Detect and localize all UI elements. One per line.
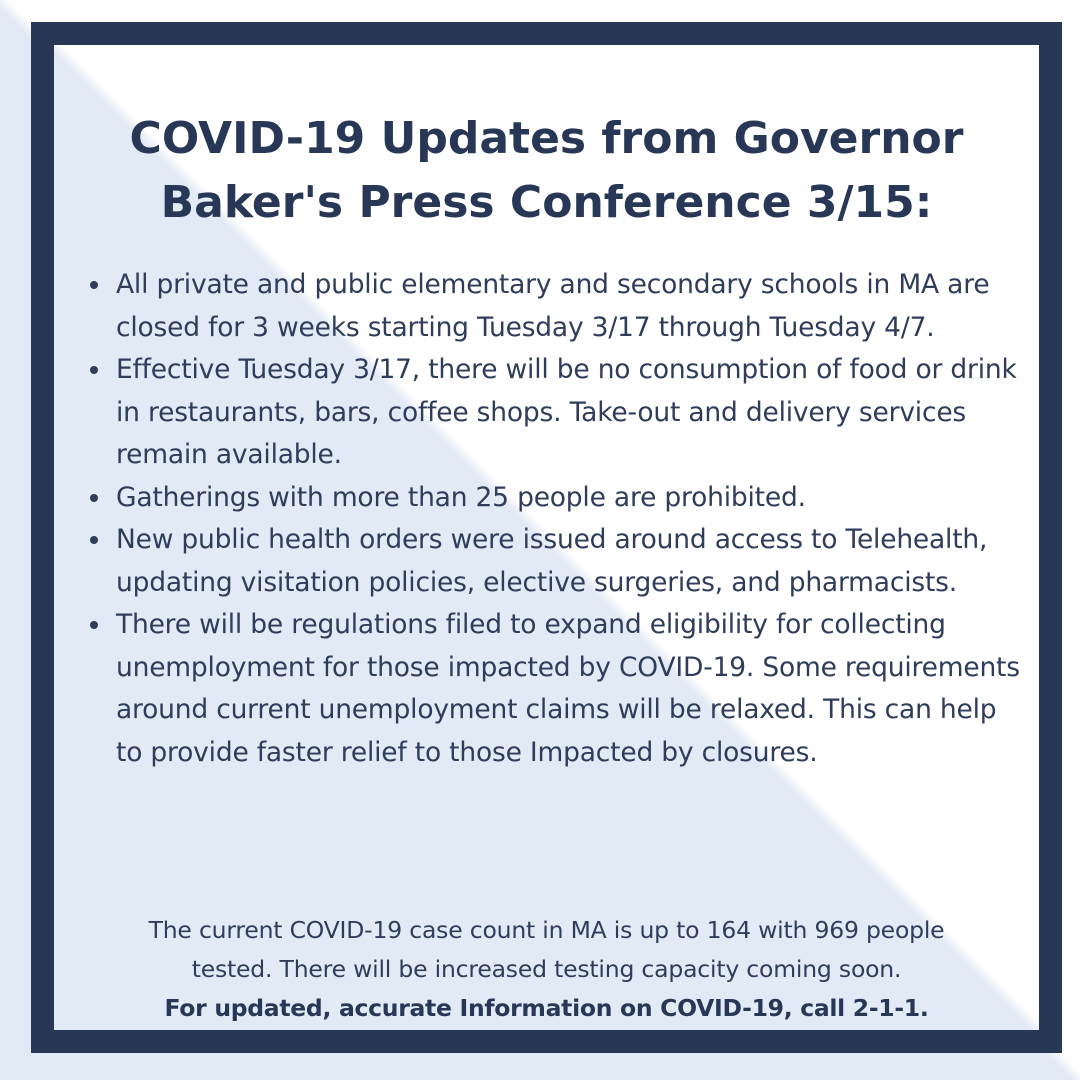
bullet-icon [90, 536, 98, 544]
updates-list [116, 264, 1021, 774]
list-item-text: Effective Tuesday 3/17, there will be no consumption of food or drink in restaurants, bars, coffee shops. Take-out and delivery services remain available. [116, 354, 1017, 470]
info-hotline-note: For updated, accurate Information on COVID-19, call 2-1-1. [164, 994, 929, 1022]
title-line-2: Baker's Press Conference 3/15: [160, 177, 933, 228]
navy-border-frame [31, 22, 1062, 1053]
list-item [116, 264, 1021, 349]
bullet-icon [90, 621, 98, 629]
list-item-text: New public health orders were issued around access to Telehealth, updating visitation policies, elective surgeries, and pharmacists. [116, 524, 988, 598]
list-item [116, 349, 1021, 477]
case-count-line-1: The current COVID-19 case count in MA is up to 164 with 969 people [148, 916, 945, 944]
bullet-icon [90, 281, 98, 289]
list-item [116, 604, 1021, 774]
list-item [116, 477, 1021, 520]
content-panel [54, 45, 1039, 1030]
list-item [116, 519, 1021, 604]
list-item-text: There will be regulations filed to expand eligibility for collecting unemployment for those impacted by COVID-19. Some requirements around current unemployment claims will be relaxed. This can help to provide faster relief to those Impacted by closures. [116, 609, 1020, 768]
list-item-text: All private and public elementary and secondary schools in MA are closed for 3 weeks starting Tuesday 3/17 through Tuesday 4/7. [116, 269, 990, 343]
bullet-icon [90, 366, 98, 374]
case-count-line-2: tested. There will be increased testing capacity coming soon. [191, 955, 902, 983]
list-item-text: Gatherings with more than 25 people are prohibited. [116, 481, 806, 513]
case-count-footer [54, 911, 1039, 1028]
title-line-1: COVID-19 Updates from Governor [129, 113, 964, 164]
bullet-icon [90, 494, 98, 502]
page-title [54, 107, 1039, 235]
